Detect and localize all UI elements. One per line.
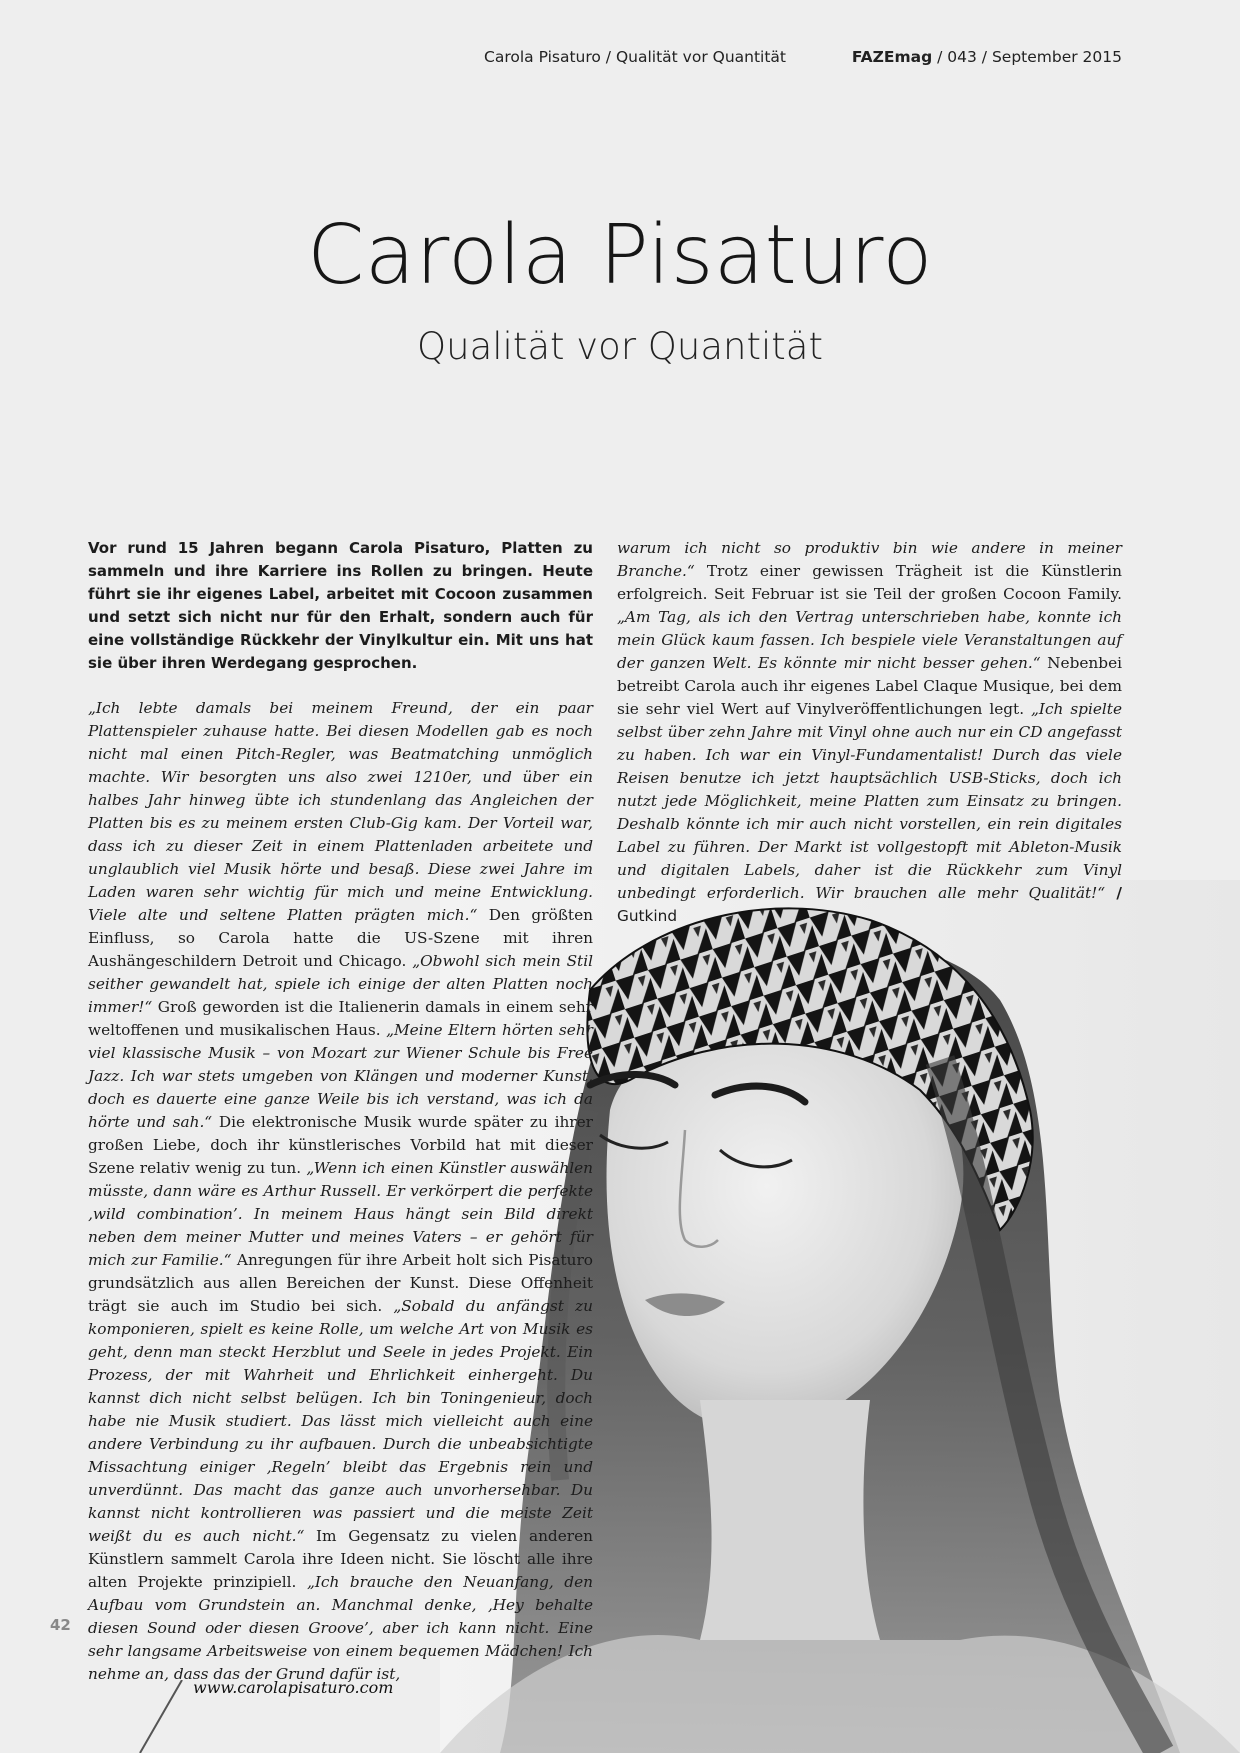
article-body-left xyxy=(88,697,593,1686)
body-text: Groß geworden ist die Italienerin damals in einem sehr weltoffenen und musikalischen Haus. xyxy=(88,998,593,1039)
quote-text: „Sobald du anfängst zu komponieren, spielt es keine Rolle, um welche Art von Musik es geht, denn man steckt Herzblut und Seele in jedes Projekt. Ein Prozess, der mit Wahrheit und Ehrlichkeit einhergeht. Du kannst dich nicht selbst belügen. Ich bin Toningenieur, doch habe nie Musik studiert. Das lässt mich vielleicht auch eine andere Verbindung zu ihr aufbauen. Durch die unbeabsichtigte Missachtung einiger ‚Regeln’ bleibt das Ergebnis rein und unverdünnt. Das macht das ganze auch unvorhersehbar. Du kannst nicht kontrollieren was passiert und die meiste Zeit weißt du es auch nicht.“ xyxy=(88,1297,593,1545)
issue-info xyxy=(852,48,1122,66)
running-title: Carola Pisaturo / Qualität vor Quantität xyxy=(484,48,787,66)
article-subtitle: Qualität vor Quantität xyxy=(417,325,823,368)
issue-number-date: / 043 / September 2015 xyxy=(932,48,1122,66)
text-column-left xyxy=(88,537,593,1686)
article-body-right xyxy=(617,537,1122,928)
quote-text: „Ich lebte damals bei meinem Freund, der ein paar Plattenspieler zuhause hatte. Bei diesen Modellen gab es noch nicht mal einen Pitch-Regler, was Beatmatching unmöglich machte. Wir besorgten uns also zwei 1210er, und über ein halbes Jahr hinweg übte ich stundenlang das Angleichen der Platten bis es zu meinem ersten Club-Gig kam. Der Vorteil war, dass ich zu dieser Zeit in einem Plattenladen arbeitete und unglaublich viel Musik hörte und besaß. Diese zwei Jahre im Laden waren sehr wichtig für mich und meine Entwicklung. Viele alte und seltene Platten prägten mich.“ xyxy=(88,699,593,924)
body-text: Im Gegensatz zu vielen anderen Künstlern sammelt Carola ihre Ideen nicht. Sie löscht alle ihre alten Projekte prinzipiell. xyxy=(88,1527,593,1591)
author-name: Gutkind xyxy=(617,907,678,925)
body-text: Nebenbei betreibt Carola auch ihr eigenes Label Claque Musique, bei dem sie sehr viel Wert auf Vinylveröffentlichungen legt. xyxy=(617,654,1123,718)
author-separator: / xyxy=(1105,884,1122,902)
magazine-brand: FAZEmag xyxy=(851,48,933,66)
quote-text: warum ich nicht so produktiv bin wie andere in meiner Branche.“ xyxy=(617,539,1122,580)
quote-text: „Obwohl sich mein Stil seither gewandelt hat, spiele ich einige der alten Platten noch immer!“ xyxy=(88,952,593,1016)
decorative-slash xyxy=(130,1680,190,1753)
quote-text: „Ich spielte selbst über zehn Jahre mit Vinyl ohne auch nur ein CD angefasst zu haben. Ich war ein Vinyl-Fundamentalist! Durch das viele Reisen benutze ich jetzt hauptsächlich USB-Sticks, doch ich nutzt jede Möglichkeit, meine Platten zum Einsatz zu bringen. Deshalb könnte ich mir auch nicht vorstellen, ein rein digitales Label zu führen. Der Markt ist vollgestopft mit Ableton-Musik und digitalen Labels, daher ist die Rückkehr zum Vinyl unbedingt erforderlich. Wir brauchen alle mehr Qualität!“ xyxy=(617,700,1122,902)
article-title: Carola Pisaturo xyxy=(307,208,933,303)
body-text: Trotz einer gewissen Trägheit ist die Künstlerin erfolgreich. Seit Februar ist sie Teil der großen Cocoon Family. xyxy=(617,562,1122,603)
artist-website-link[interactable]: www.carolapisaturo.com xyxy=(193,1678,394,1697)
article-lead: Vor rund 15 Jahren begann Carola Pisaturo, Platten zu sammeln und ihre Karriere ins Rollen zu bringen. Heute führt sie ihr eigenes Label, arbeitet mit Cocoon zusammen und setzt sich nicht nur für den Erhalt, sondern auch für eine vollständige Rückkehr der Vinylkultur ein. Mit uns hat sie über ihren Werdegang gesprochen. xyxy=(88,539,593,672)
quote-text: „Am Tag, als ich den Vertrag unterschrieben habe, konnte ich mein Glück kaum fassen. Ich bespiele viele Veranstaltungen auf der ganzen Welt. Es könnte mir nicht besser gehen.“ xyxy=(617,608,1122,672)
text-column-right xyxy=(617,537,1122,928)
body-text: Den größten Einfluss, so Carola hatte die US-Szene mit ihren Aushängeschildern Detroit und Chicago. xyxy=(88,906,593,970)
quote-text: „Wenn ich einen Künstler auswählen müsste, dann wäre es Arthur Russell. Er verkörpert die perfekte ‚wild combination’. In meinem Haus hängt sein Bild direkt neben dem meiner Mutter und meines Vaters – er gehört für mich zur Familie.“ xyxy=(88,1159,593,1269)
page-number: 42 xyxy=(50,1616,71,1634)
quote-text: „Ich brauche den Neuanfang, den Aufbau vom Grundstein an. Manchmal denke, ‚Hey behalte diesen Sound oder diesen Groove’, aber ich kann nicht. Eine sehr langsame Arbeitsweise von einem bequemen Mädchen! Ich nehme an, dass das der Grund dafür ist, xyxy=(88,1573,593,1683)
body-text: Die elektronische Musik wurde später zu ihrer großen Liebe, doch ihr künstlerisches Vorbild hat mit dieser Szene relativ wenig zu tun. xyxy=(88,1113,593,1177)
quote-text: „Meine Eltern hörten sehr viel klassische Musik – von Mozart zur Wiener Schule bis Free Jazz. Ich war stets umgeben von Klängen und moderner Kunst, doch es dauerte eine ganze Weile bis ich verstand, was ich da hörte und sah.“ xyxy=(88,1021,593,1131)
body-text: Anregungen für ihre Arbeit holt sich Pisaturo grundsätzlich aus allen Bereichen der Kunst. Diese Offenheit trägt sie auch im Studio bei sich. xyxy=(88,1251,593,1315)
